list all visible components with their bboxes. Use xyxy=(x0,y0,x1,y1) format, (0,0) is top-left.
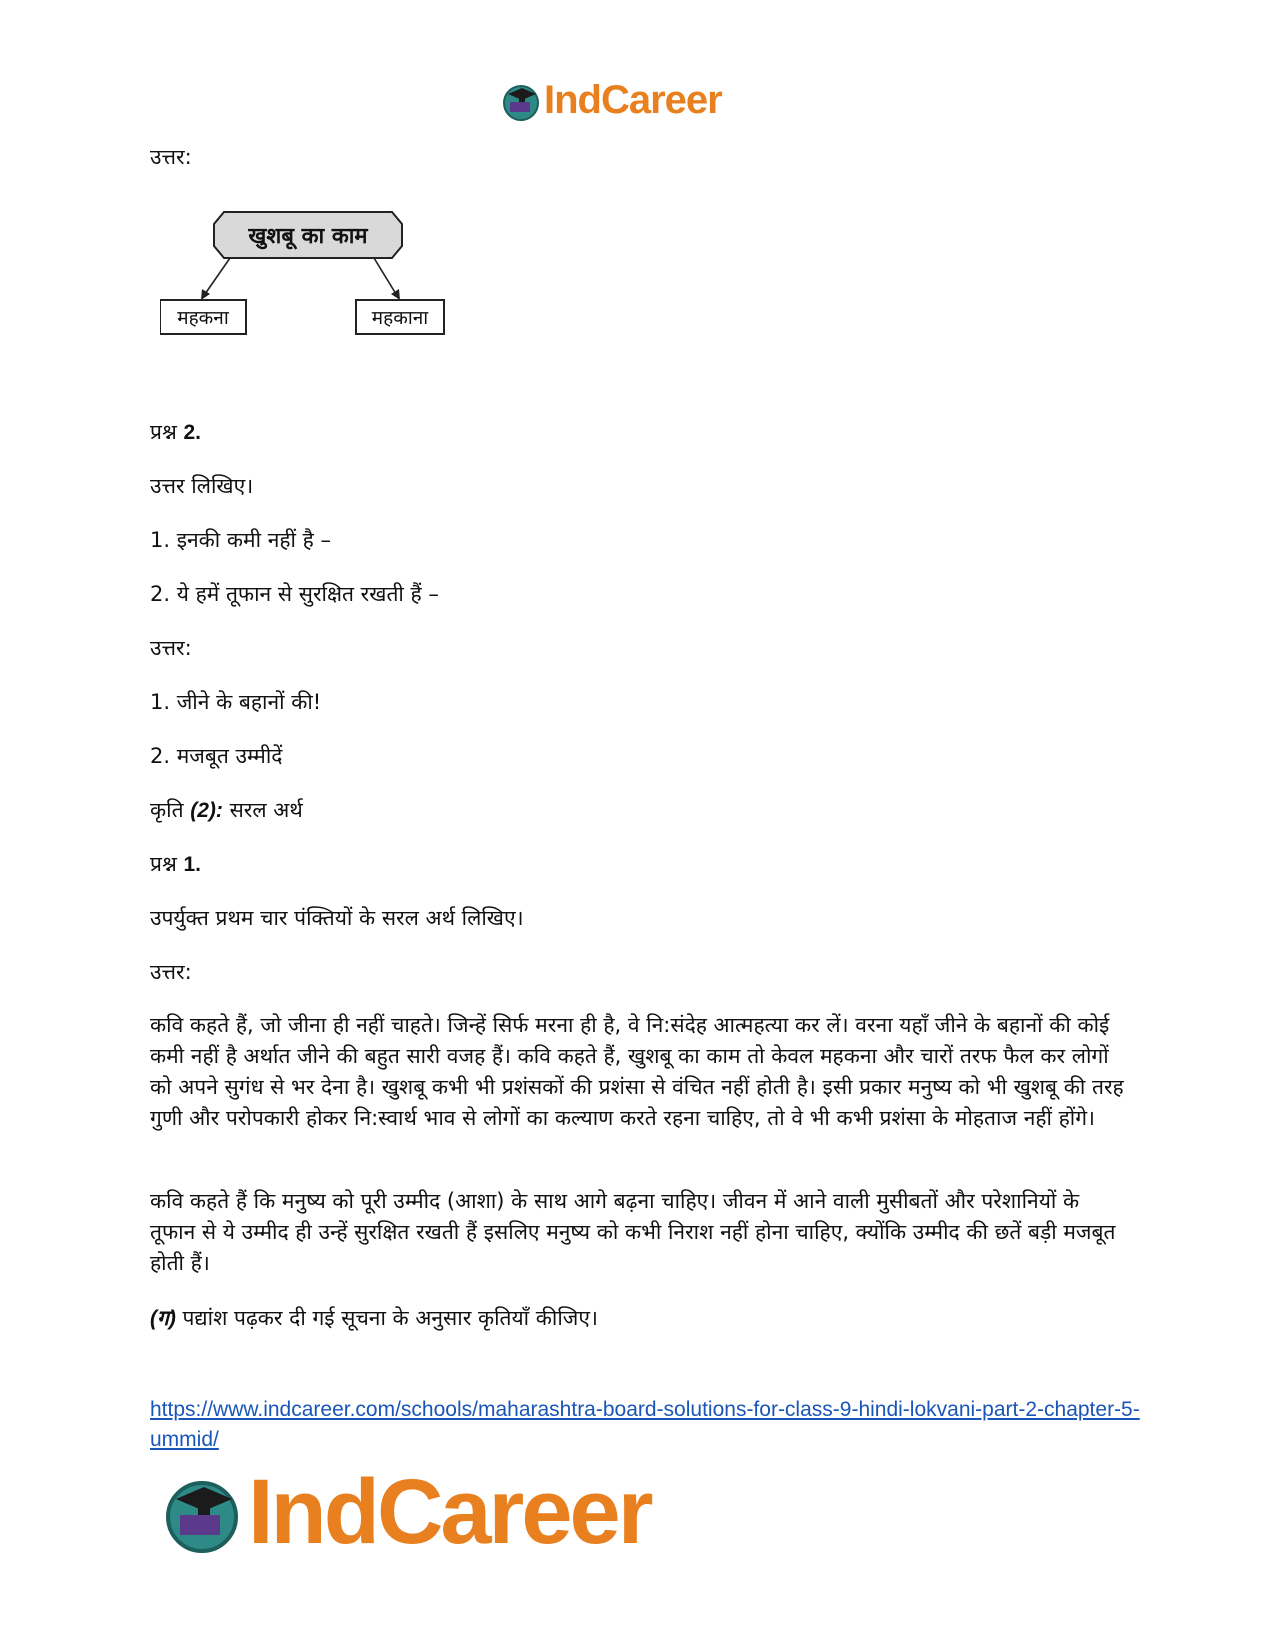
source-url-link[interactable]: https://www.indcareer.com/schools/maharashtra-board-solutions-for-class-9-hindi-lokvani-part-2-chapter-5-ummid/ xyxy=(150,1398,1140,1451)
header-logo xyxy=(500,78,722,123)
concept-diagram xyxy=(160,210,460,354)
kriti-suffix: सरल अर्थ xyxy=(222,798,303,822)
answer-paragraph-1: कवि कहते हैं, जो जीना ही नहीं चाहते। जिन्हें सिर्फ मरना ही है, वे नि:संदेह आत्महत्या कर लें। वरना यहाँ जीने के बहानों की कोई कमी नहीं है अर्थात जीने की बहुत सारी वजह हैं। कवि कहते हैं, खुशबू का काम तो केवल महकना और चारों तरफ फैल कर लोगों को अपने सुगंध से भर देना है। खुशबू कभी भी प्रशंसकों की प्रशंसा से वंचित नहीं होती है। इसी प्रकार मनुष्य को भी खुशबू की तरह गुणी और परोपकारी होकर नि:स्वार्थ भाव से लोगों का कल्याण करते रहना चाहिए, तो वे भी कभी प्रशंसा के मोहताज नहीं होंगे। xyxy=(150,1013,1124,1130)
graduation-cap-globe-icon xyxy=(500,80,542,122)
diagram-left-text: महकना xyxy=(177,307,229,329)
question-2-instruction: उत्तर लिखिए। xyxy=(150,474,254,498)
question-number: 2. xyxy=(183,421,201,444)
question-label: प्रश्न xyxy=(150,852,177,876)
logo-text: IndCareer xyxy=(544,78,722,122)
section-ga-text: पद्यांश पढ़कर दी गई सूचना के अनुसार कृतियाँ कीजिए। xyxy=(175,1306,598,1330)
question-1-instruction: उपर्युक्त प्रथम चार पंक्तियों के सरल अर्थ लिखिए। xyxy=(150,906,524,930)
question-2-answer-1: 1. जीने के बहानों की! xyxy=(150,690,322,714)
section-ga-heading xyxy=(150,1304,598,1333)
kriti-prefix: कृति xyxy=(150,798,184,822)
question-1-heading xyxy=(150,850,201,879)
question-2-item-2: 2. ये हमें तूफान से सुरक्षित रखती हैं – xyxy=(150,582,439,606)
question-2-item-1: 1. इनकी कमी नहीं है – xyxy=(150,528,331,552)
question-2-heading xyxy=(150,418,201,447)
diagram-center-text: खुशबू का काम xyxy=(248,224,368,249)
section-ga-prefix: (ग) xyxy=(150,1307,176,1330)
answer-paragraph-2: कवि कहते हैं कि मनुष्य को पूरी उम्मीद (आशा) के साथ आगे बढ़ना चाहिए। जीवन में आने वाली मुसीबतों और परेशानियों के तूफान से ये उम्मीद ही उन्हें सुरक्षित रखती हैं इसलिए मनुष्य को कभी निराश नहीं होना चाहिए, क्योंकि उम्मीद की छतें बड़ी मजबूत होती हैं। xyxy=(150,1189,1116,1275)
kriti-2-heading xyxy=(150,796,303,825)
question-2-answer-2: 2. मजबूत उम्मीदें xyxy=(150,744,283,768)
logo-text: IndCareer xyxy=(248,1461,651,1563)
question-label: प्रश्न xyxy=(150,420,177,444)
question-1-answer-label: उत्तर: xyxy=(150,960,192,984)
answer-label: उत्तर: xyxy=(150,145,192,169)
diagram-arrow-left xyxy=(205,258,230,294)
diagram-arrow-right xyxy=(374,258,396,294)
diagram-right-text: महकाना xyxy=(371,307,429,329)
question-number: 1. xyxy=(183,853,201,876)
graduation-cap-globe-icon xyxy=(160,1471,244,1555)
kriti-number: (2): xyxy=(190,799,223,822)
question-2-answer-label: उत्तर: xyxy=(150,636,192,660)
footer-logo xyxy=(160,1460,651,1565)
